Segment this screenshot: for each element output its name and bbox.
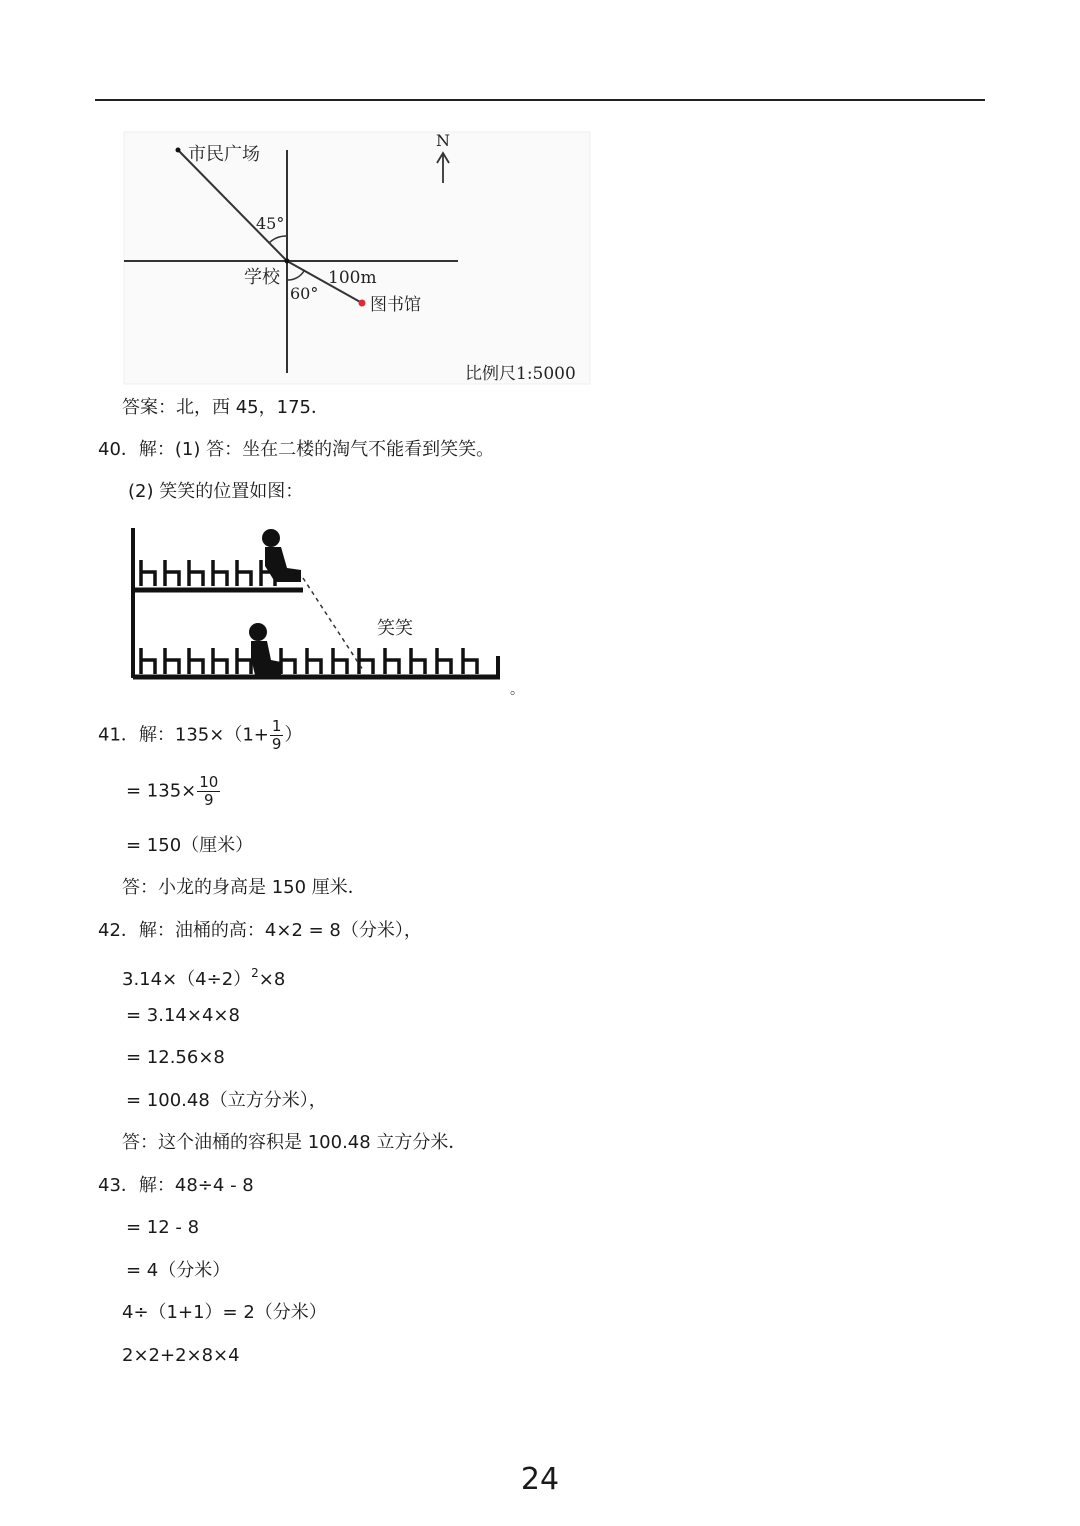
school-point — [285, 259, 290, 264]
chair-icon — [237, 648, 251, 674]
page-number: 24 — [520, 1462, 560, 1497]
chair-icon — [333, 648, 347, 674]
top-floor-chairs — [141, 560, 275, 586]
q41-line1 — [98, 718, 302, 753]
north-label: N — [436, 131, 450, 150]
chair-icon — [237, 560, 251, 586]
plaza-label: 市民广场 — [188, 144, 260, 165]
chair-icon — [141, 560, 155, 586]
chair-icon — [141, 648, 155, 674]
ground-floor-chairs — [141, 648, 477, 674]
q43-line5: 2×2+2×8×4 — [122, 1345, 240, 1366]
q42-line3: = 3.14×4×8 — [126, 1005, 240, 1026]
chair-icon — [165, 560, 179, 586]
chair-icon — [165, 648, 179, 674]
q42-answer: 答：这个油桶的容积是 100.48 立方分米． — [122, 1132, 467, 1153]
plaza-point — [176, 148, 181, 153]
fraction-10-9: $\frac{10}{9}$ — [199, 773, 219, 809]
chair-icon — [385, 648, 399, 674]
chair-icon — [189, 648, 203, 674]
seating-figure — [125, 520, 524, 700]
chair-icon — [281, 648, 295, 674]
q39-answer: 答案：北，西 45，175． — [122, 397, 329, 418]
q43-line3: = 4（分米） — [126, 1260, 231, 1281]
figure-period: 。 — [510, 682, 524, 698]
q42-line2 — [122, 962, 285, 991]
q42-line4: = 12.56×8 — [126, 1047, 225, 1068]
q41-line3: = 150（厘米） — [126, 835, 254, 856]
chair-icon — [411, 648, 425, 674]
q43-line4: 4÷（1+1）= 2（分米） — [122, 1302, 327, 1323]
q41-line2-prefix: = 135× — [126, 780, 197, 802]
chair-icon — [463, 648, 477, 674]
person-top-floor — [262, 529, 301, 582]
chair-icon — [213, 560, 227, 586]
q41-line1-prefix: 41．解：135×（1+ — [98, 724, 269, 746]
fraction-1-9: $\frac{1}{9}$ — [271, 717, 282, 753]
library-point — [359, 300, 366, 307]
q42-line2-prefix: 3.14×（4÷2） — [122, 969, 252, 990]
map-figure — [120, 128, 595, 388]
angle-60-label: 60° — [290, 284, 319, 303]
q40-line2: (2) 笑笑的位置如图： — [128, 481, 304, 502]
distance-label: 100m — [328, 268, 377, 288]
library-label: 图书馆 — [370, 295, 421, 315]
chair-icon — [189, 560, 203, 586]
chair-icon — [359, 648, 373, 674]
xiaoxiao-label: 笑笑 — [377, 618, 413, 639]
q41-line1-suffix: ） — [284, 724, 303, 746]
q42-line1: 42．解：油桶的高：4×2 = 8（分米）， — [98, 920, 422, 941]
angle-45-label: 45° — [256, 214, 285, 233]
q43-line1: 43．解：48÷4 - 8 — [98, 1175, 254, 1196]
chair-icon — [437, 648, 451, 674]
q40-line1: 40．解：(1) 答：坐在二楼的淘气不能看到笑笑。 — [98, 439, 495, 460]
person-ground-floor — [249, 623, 281, 675]
q42-line5: = 100.48（立方分米）， — [126, 1090, 327, 1111]
exponent: 2 — [251, 966, 259, 980]
q41-answer: 答：小龙的身高是 150 厘米． — [122, 877, 366, 898]
q41-line2 — [126, 774, 221, 809]
header-rule — [95, 99, 985, 101]
q43-line2: = 12 - 8 — [126, 1217, 200, 1238]
chair-icon — [307, 648, 321, 674]
school-label: 学校 — [244, 267, 280, 288]
scale-label: 比例尺1:5000 — [465, 364, 576, 384]
q42-line2-suffix: ×8 — [258, 969, 286, 990]
chair-icon — [213, 648, 227, 674]
